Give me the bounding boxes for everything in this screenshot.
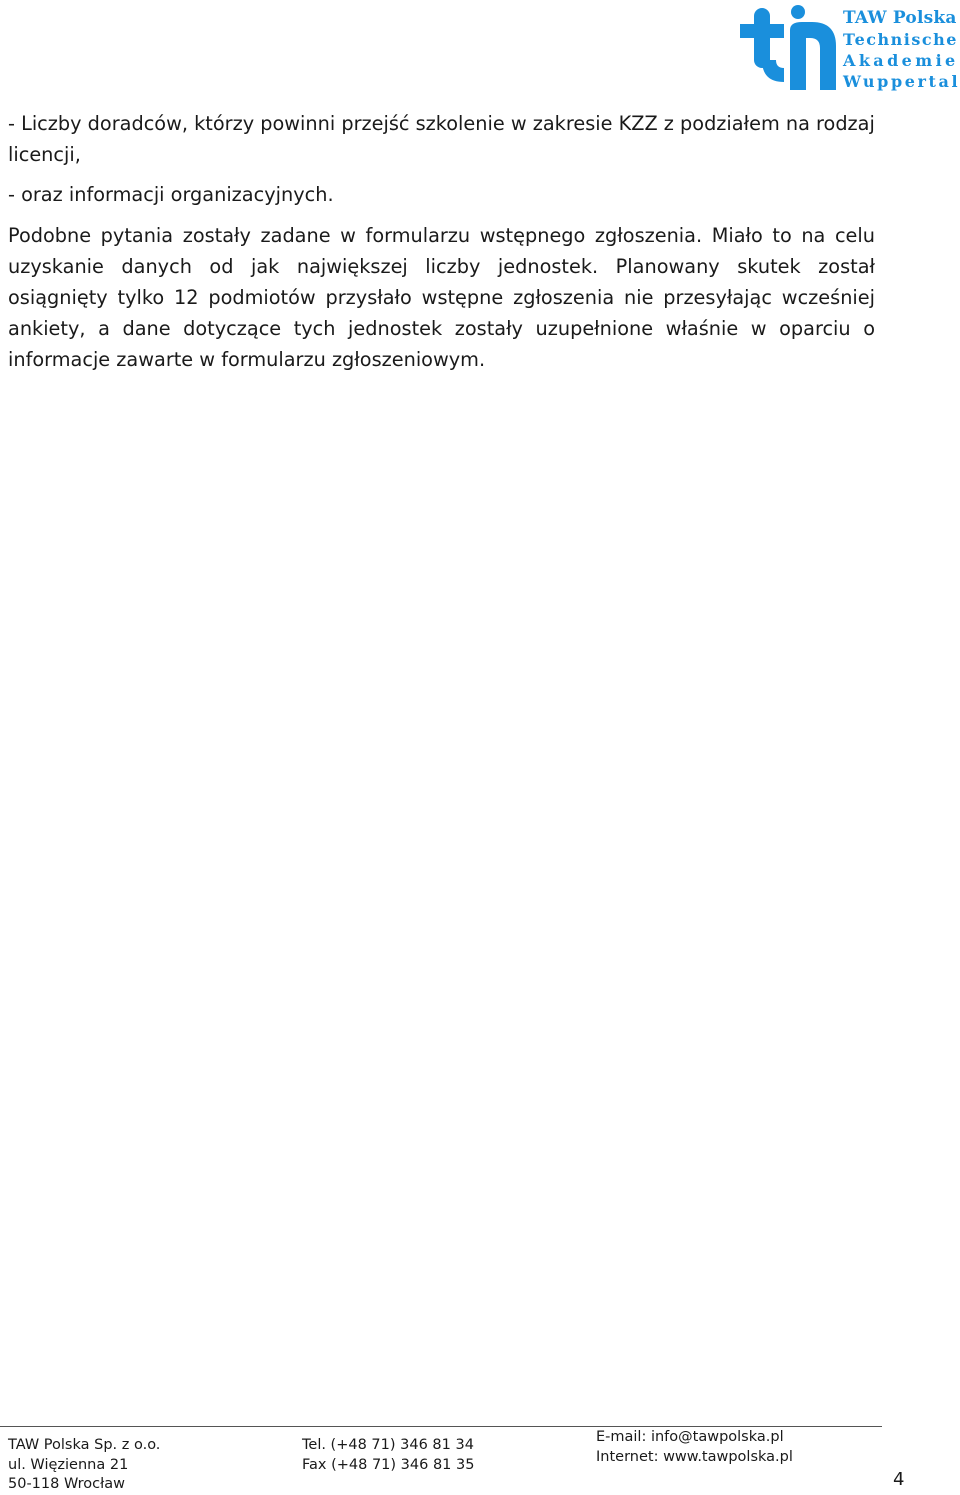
footer-internet[interactable]: Internet: www.tawpolska.pl bbox=[596, 1448, 793, 1465]
taw-logo bbox=[740, 2, 958, 94]
footer-address bbox=[8, 1436, 160, 1495]
bullet-item-organizational: - oraz informacji organizacyjnych. bbox=[8, 183, 334, 207]
body-paragraph: Podobne pytania zostały zadane w formularzu wstępnego zgłoszenia. Miało to na celu uzyskanie danych od jak największej liczby jednostek. Planowany skutek został osiągnięty tylko 12 podmiotów przysłało wstępne zgłoszenia nie przesyłając wcześniej ankiety, a dane dotyczące tych jednostek zostały uzupełnione właśnie w oparciu o informacje zawarte w formularzu zgłoszeniowym. bbox=[8, 223, 875, 372]
footer-phones bbox=[302, 1436, 474, 1475]
logo-wordmark bbox=[843, 8, 960, 92]
footer-divider bbox=[0, 1426, 882, 1427]
taw-logo-icon bbox=[740, 2, 840, 94]
footer-contact bbox=[596, 1428, 793, 1467]
logo-line-4: Wuppertal bbox=[843, 72, 960, 91]
document-body bbox=[8, 108, 875, 376]
footer-street: ul. Więzienna 21 bbox=[8, 1456, 129, 1473]
footer-tel: Tel. (+48 71) 346 81 34 bbox=[302, 1437, 474, 1453]
logo-line-2: Technische bbox=[843, 30, 958, 49]
footer-fax: Fax (+48 71) 346 81 35 bbox=[302, 1456, 475, 1473]
logo-line-3: Akademie bbox=[843, 51, 959, 70]
bullet-item-licenses: - Liczby doradców, którzy powinni przejść szkolenie w zakresie KZZ z podziałem na rodzaj licencji, bbox=[8, 112, 875, 167]
footer-email[interactable]: E-mail: info@tawpolska.pl bbox=[596, 1429, 784, 1445]
footer-city: 50-118 Wrocław bbox=[8, 1476, 126, 1492]
footer-company: TAW Polska Sp. z o.o. bbox=[8, 1437, 161, 1453]
page-number: 4 bbox=[893, 1469, 905, 1490]
logo-line-1: TAW Polska bbox=[843, 8, 957, 28]
